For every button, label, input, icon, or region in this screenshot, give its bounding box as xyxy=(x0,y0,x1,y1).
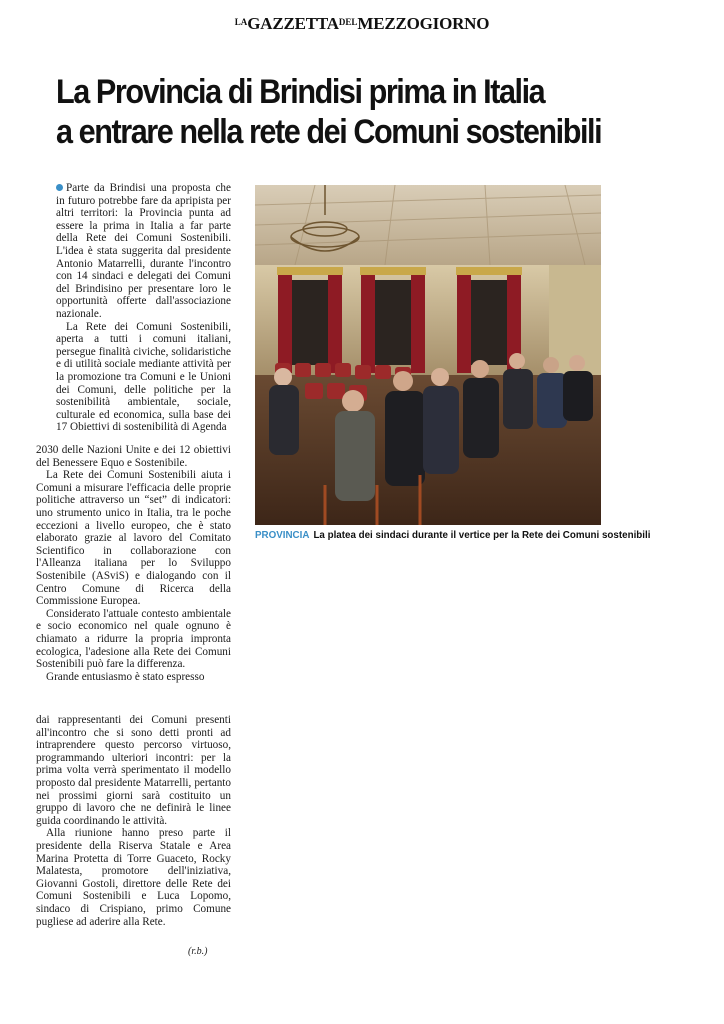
masthead-part1: GAZZETTA xyxy=(247,14,339,33)
headline-line-1: La Provincia di Brindisi prima in Italia xyxy=(56,73,545,111)
masthead-mid: DEL xyxy=(338,17,358,27)
bullet-icon xyxy=(56,184,63,191)
headline-line-2: a entrare nella rete dei Comuni sostenibili xyxy=(56,113,602,151)
meeting-room-illustration xyxy=(255,185,601,525)
article-paragraph: La Rete dei Comuni Sostenibili aiuta i Comuni a misurare l'efficacia delle proprie politiche attraverso un “set” di indicatori: uno strumento unico in Italia, tra le poche eccezioni a livello europeo, che è stato elaborato grazie al lavoro del Comitato Scientifico in collaborazione con l'Alleanza italiana per lo Sviluppo Sostenibile (ASviS) e dialogando con il Centro Comune di Ricerca della Commissione Europea. xyxy=(36,469,231,608)
article-photo xyxy=(255,185,601,525)
article-paragraph: Grande entusiasmo è stato espresso xyxy=(46,670,205,683)
article-paragraph: Alla riunione hanno preso parte il presidente della Riserva Statale e Area Marina Protetta di Torre Guaceto, Rocky Malatesta, promotore dell'iniziativa, Giovanni Gostoli, direttore delle Rete dei Comuni Sostenibili e Luca Lopomo, sindaco di Crispiano, primo Comune pugliese ad aderire alla Rete. xyxy=(36,827,231,928)
headline xyxy=(56,72,632,152)
author-signature: (r.b.) xyxy=(188,946,208,957)
article-paragraph: La Rete dei Comuni Sostenibili, aperta a tutti i comuni italiani, persegue finalità civiche, solidaristiche e di utilità sociale mediante attività per la promozione tra Comuni e le Unioni dei Comuni, delle politiche per la sostenibilità ambientale, sociale, culturale ed economica, sulla base dei 17 Obiettivi di sostenibilità di Agenda xyxy=(56,320,231,434)
caption-text: La platea dei sindaci durante il vertice per la Rete dei Comuni sostenibili xyxy=(313,530,651,541)
masthead xyxy=(0,14,724,34)
article-paragraph: Parte da Brindisi una proposta che in futuro potrebbe fare da apripista per altri territori: la Provincia punta ad essere la prima in Italia a far parte della Rete dei Comuni Sostenibili. L'idea è stata suggerita dal presidente Antonio Matarrelli, durante l'incontro con 14 sindaci e delegati dei Comuni del Brindisino per presentare loro le opportunità offerte dall'associazione nazionale. xyxy=(56,182,231,320)
masthead-part2: MEZZOGIORNO xyxy=(357,14,490,33)
article-paragraph: Considerato l'attuale contesto ambientale e socio economico nel quale ognuno è chiamato a ridurre la propria impronta ecologica, l'adesione alla Rete dei Comuni Sostenibili può fare la differenza. xyxy=(36,607,231,671)
article-paragraph: dai rappresentanti dei Comuni presenti all'incontro che si sono detti pronti ad intraprendere questo percorso virtuoso, programmando ulteriori incontri: per la prima volta verrà sperimentato il modello proposto dal presidente Matarrelli, pertanto nei prossimi giorni sarà costituito un gruppo di lavoro che ne definirà le linee guida coordinando le attività. xyxy=(36,714,231,827)
article-column-3 xyxy=(36,714,231,928)
masthead-prefix: LA xyxy=(234,17,248,27)
caption-tag: PROVINCIA xyxy=(255,530,310,541)
article-column-2 xyxy=(36,444,231,683)
article-paragraph: 2030 delle Nazioni Unite e dei 12 obiettivi del Benessere Equo e Sostenibile. xyxy=(36,444,231,469)
article-column-1 xyxy=(56,182,231,434)
photo-caption xyxy=(255,530,651,541)
